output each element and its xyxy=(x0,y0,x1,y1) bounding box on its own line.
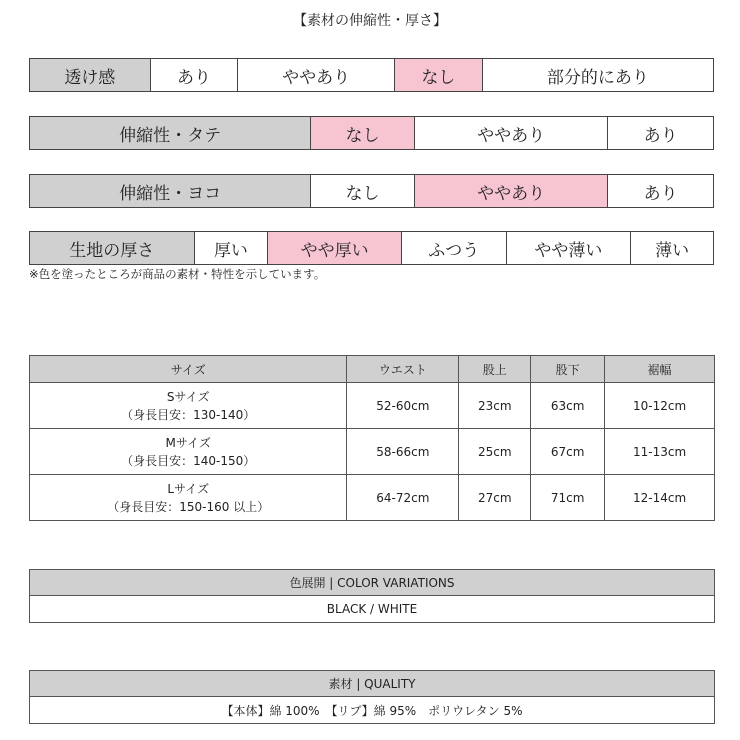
size-height: （身長目安：130-140） xyxy=(121,407,256,422)
color-note: ※色を塗ったところが商品の素材・特性を示しています。 xyxy=(29,267,326,281)
header-hem: 裾幅 xyxy=(605,356,715,383)
stretch-vertical-option-none: なし xyxy=(311,117,415,149)
rise-cell: 23cm xyxy=(459,383,531,429)
size-height: （身長目安：150-160 以上） xyxy=(107,499,270,514)
size-name: Sサイズ xyxy=(166,389,210,404)
size-cell xyxy=(30,383,347,429)
sheerness-option-none: なし xyxy=(395,59,483,91)
header-rise: 股上 xyxy=(459,356,531,383)
thickness-option-normal: ふつう xyxy=(402,232,507,264)
header-inseam: 股下 xyxy=(531,356,605,383)
stretch-vertical-bar xyxy=(29,116,714,150)
stretch-horizontal-label: 伸縮性・ヨコ xyxy=(30,175,311,207)
sheerness-option-partial: 部分的にあり xyxy=(546,67,649,88)
stretch-horizontal-option-slight: ややあり xyxy=(415,175,608,207)
inseam-cell: 63cm xyxy=(531,383,605,429)
sheerness-option-slight: ややあり xyxy=(238,59,395,91)
size-height: （身長目安：140-150） xyxy=(121,453,256,468)
quality-header: 素材 | QUALITY xyxy=(30,671,714,697)
rise-cell: 25cm xyxy=(459,429,531,475)
inseam-cell: 71cm xyxy=(531,475,605,521)
size-name: Mサイズ xyxy=(165,435,211,450)
color-variations-value: BLACK / WHITE xyxy=(326,602,418,616)
table-row xyxy=(30,475,715,521)
waist-cell: 58-66cm xyxy=(347,429,459,475)
hem-cell: 12-14cm xyxy=(605,475,715,521)
page-title: 【素材の伸縮性・厚さ】 xyxy=(293,13,447,29)
stretch-vertical-label: 伸縮性・タテ xyxy=(30,117,311,149)
thickness-label: 生地の厚さ xyxy=(30,232,195,264)
size-table-header xyxy=(30,356,715,383)
stretch-horizontal-option-yes: あり xyxy=(643,183,678,204)
color-variations-header: 色展開 | COLOR VARIATIONS xyxy=(30,570,714,596)
header-waist: ウエスト xyxy=(347,356,459,383)
stretch-vertical-option-slight: ややあり xyxy=(415,117,608,149)
sheerness-label: 透け感 xyxy=(30,59,151,91)
table-row xyxy=(30,429,715,475)
stretch-horizontal-bar xyxy=(29,174,714,208)
stretch-vertical-option-yes: あり xyxy=(643,125,678,146)
size-cell xyxy=(30,429,347,475)
stretch-horizontal-option-none: なし xyxy=(311,175,415,207)
header-size: サイズ xyxy=(30,356,347,383)
color-variations-box xyxy=(29,569,715,623)
thickness-option-slightly-thick: やや厚い xyxy=(268,232,402,264)
inseam-cell: 67cm xyxy=(531,429,605,475)
sheerness-option-yes: あり xyxy=(151,59,239,91)
thickness-option-thick: 厚い xyxy=(195,232,269,264)
thickness-option-slightly-thin: やや薄い xyxy=(507,232,632,264)
quality-value: 【本体】綿 100% 【リブ】綿 95% ポリウレタン 5% xyxy=(221,703,523,718)
size-name: Lサイズ xyxy=(167,481,210,496)
table-row xyxy=(30,383,715,429)
size-table xyxy=(29,355,715,521)
rise-cell: 27cm xyxy=(459,475,531,521)
thickness-option-thin: 薄い xyxy=(655,240,690,261)
waist-cell: 64-72cm xyxy=(347,475,459,521)
hem-cell: 10-12cm xyxy=(605,383,715,429)
quality-box xyxy=(29,670,715,724)
size-cell xyxy=(30,475,347,521)
waist-cell: 52-60cm xyxy=(347,383,459,429)
hem-cell: 11-13cm xyxy=(605,429,715,475)
sheerness-bar xyxy=(29,58,714,92)
thickness-bar xyxy=(29,231,714,265)
